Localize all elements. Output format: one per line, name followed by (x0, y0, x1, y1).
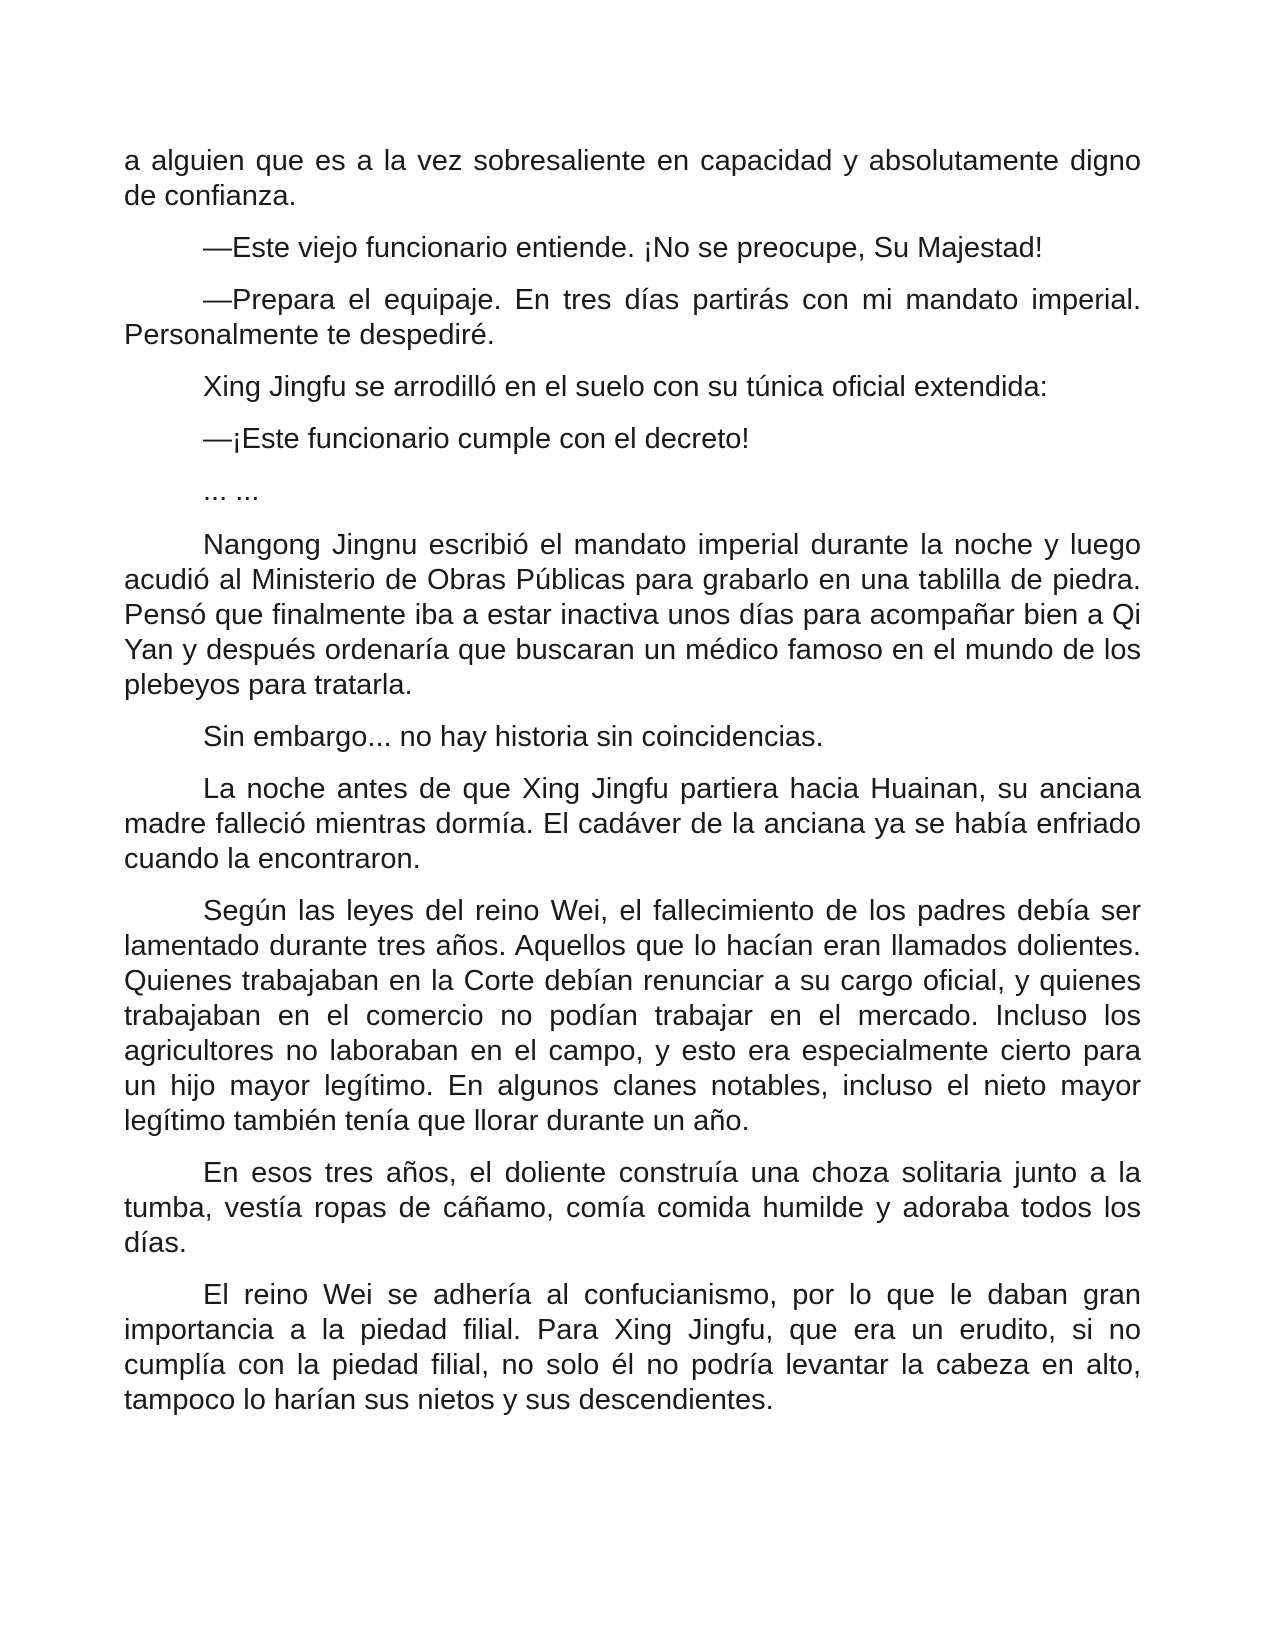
document-page (124, 144, 1141, 1435)
paragraph-10: En esos tres años, el doliente construía una choza solitaria junto a la tumba, vestía ropas de cáñamo, comía comida humilde y adoraba todos los días. (124, 1157, 1141, 1259)
paragraph-1: a alguien que es a la vez sobresaliente en capacidad y absolutamente digno de confianza. (124, 145, 1141, 212)
paragraph-2: —Este viejo funcionario entiende. ¡No se preocupe, Su Majestad! (203, 232, 1043, 264)
paragraph-6: Nangong Jingnu escribió el mandato imperial durante la noche y luego acudió al Ministerio de Obras Públicas para grabarlo en una tablilla de piedra. Pensó que finalmente iba a estar inactiva unos días para acompañar bien a Qi Yan y después ordenaría que buscaran un médico famoso en el mundo de los plebeyos para tratarla. (124, 529, 1141, 701)
paragraph-11: El reino Wei se adhería al confucianismo, por lo que le daban gran importancia a la piedad filial. Para Xing Jingfu, que era un erudito, si no cumplía con la piedad filial, no solo él no podría levantar la cabeza en alto, tampoco lo harían sus nietos y sus descendientes. (124, 1279, 1141, 1416)
paragraph-9: Según las leyes del reino Wei, el fallecimiento de los padres debía ser lamentado durante tres años. Aquellos que lo hacían eran llamados dolientes. Quienes trabajaban en la Corte debían renunciar a su cargo oficial, y quienes trabajaban en el comercio no podían trabajar en el mercado. Incluso los agricultores no laboraban en el campo, y esto era especialmente cierto para un hijo mayor legítimo. En algunos clanes notables, incluso el nieto mayor legítimo también tenía que llorar durante un año. (124, 895, 1141, 1137)
paragraph-4: Xing Jingfu se arrodilló en el suelo con su túnica oficial extendida: (203, 371, 1048, 403)
scene-break: ... ... (203, 475, 260, 507)
paragraph-7: Sin embargo... no hay historia sin coincidencias. (203, 721, 824, 753)
paragraph-3: —Prepara el equipaje. En tres días partirás con mi mandato imperial. Personalmente te despediré. (124, 284, 1141, 351)
paragraph-5: —¡Este funcionario cumple con el decreto! (203, 423, 750, 455)
paragraph-8: La noche antes de que Xing Jingfu partiera hacia Huainan, su anciana madre falleció mientras dormía. El cadáver de la anciana ya se había enfriado cuando la encontraron. (124, 773, 1141, 875)
